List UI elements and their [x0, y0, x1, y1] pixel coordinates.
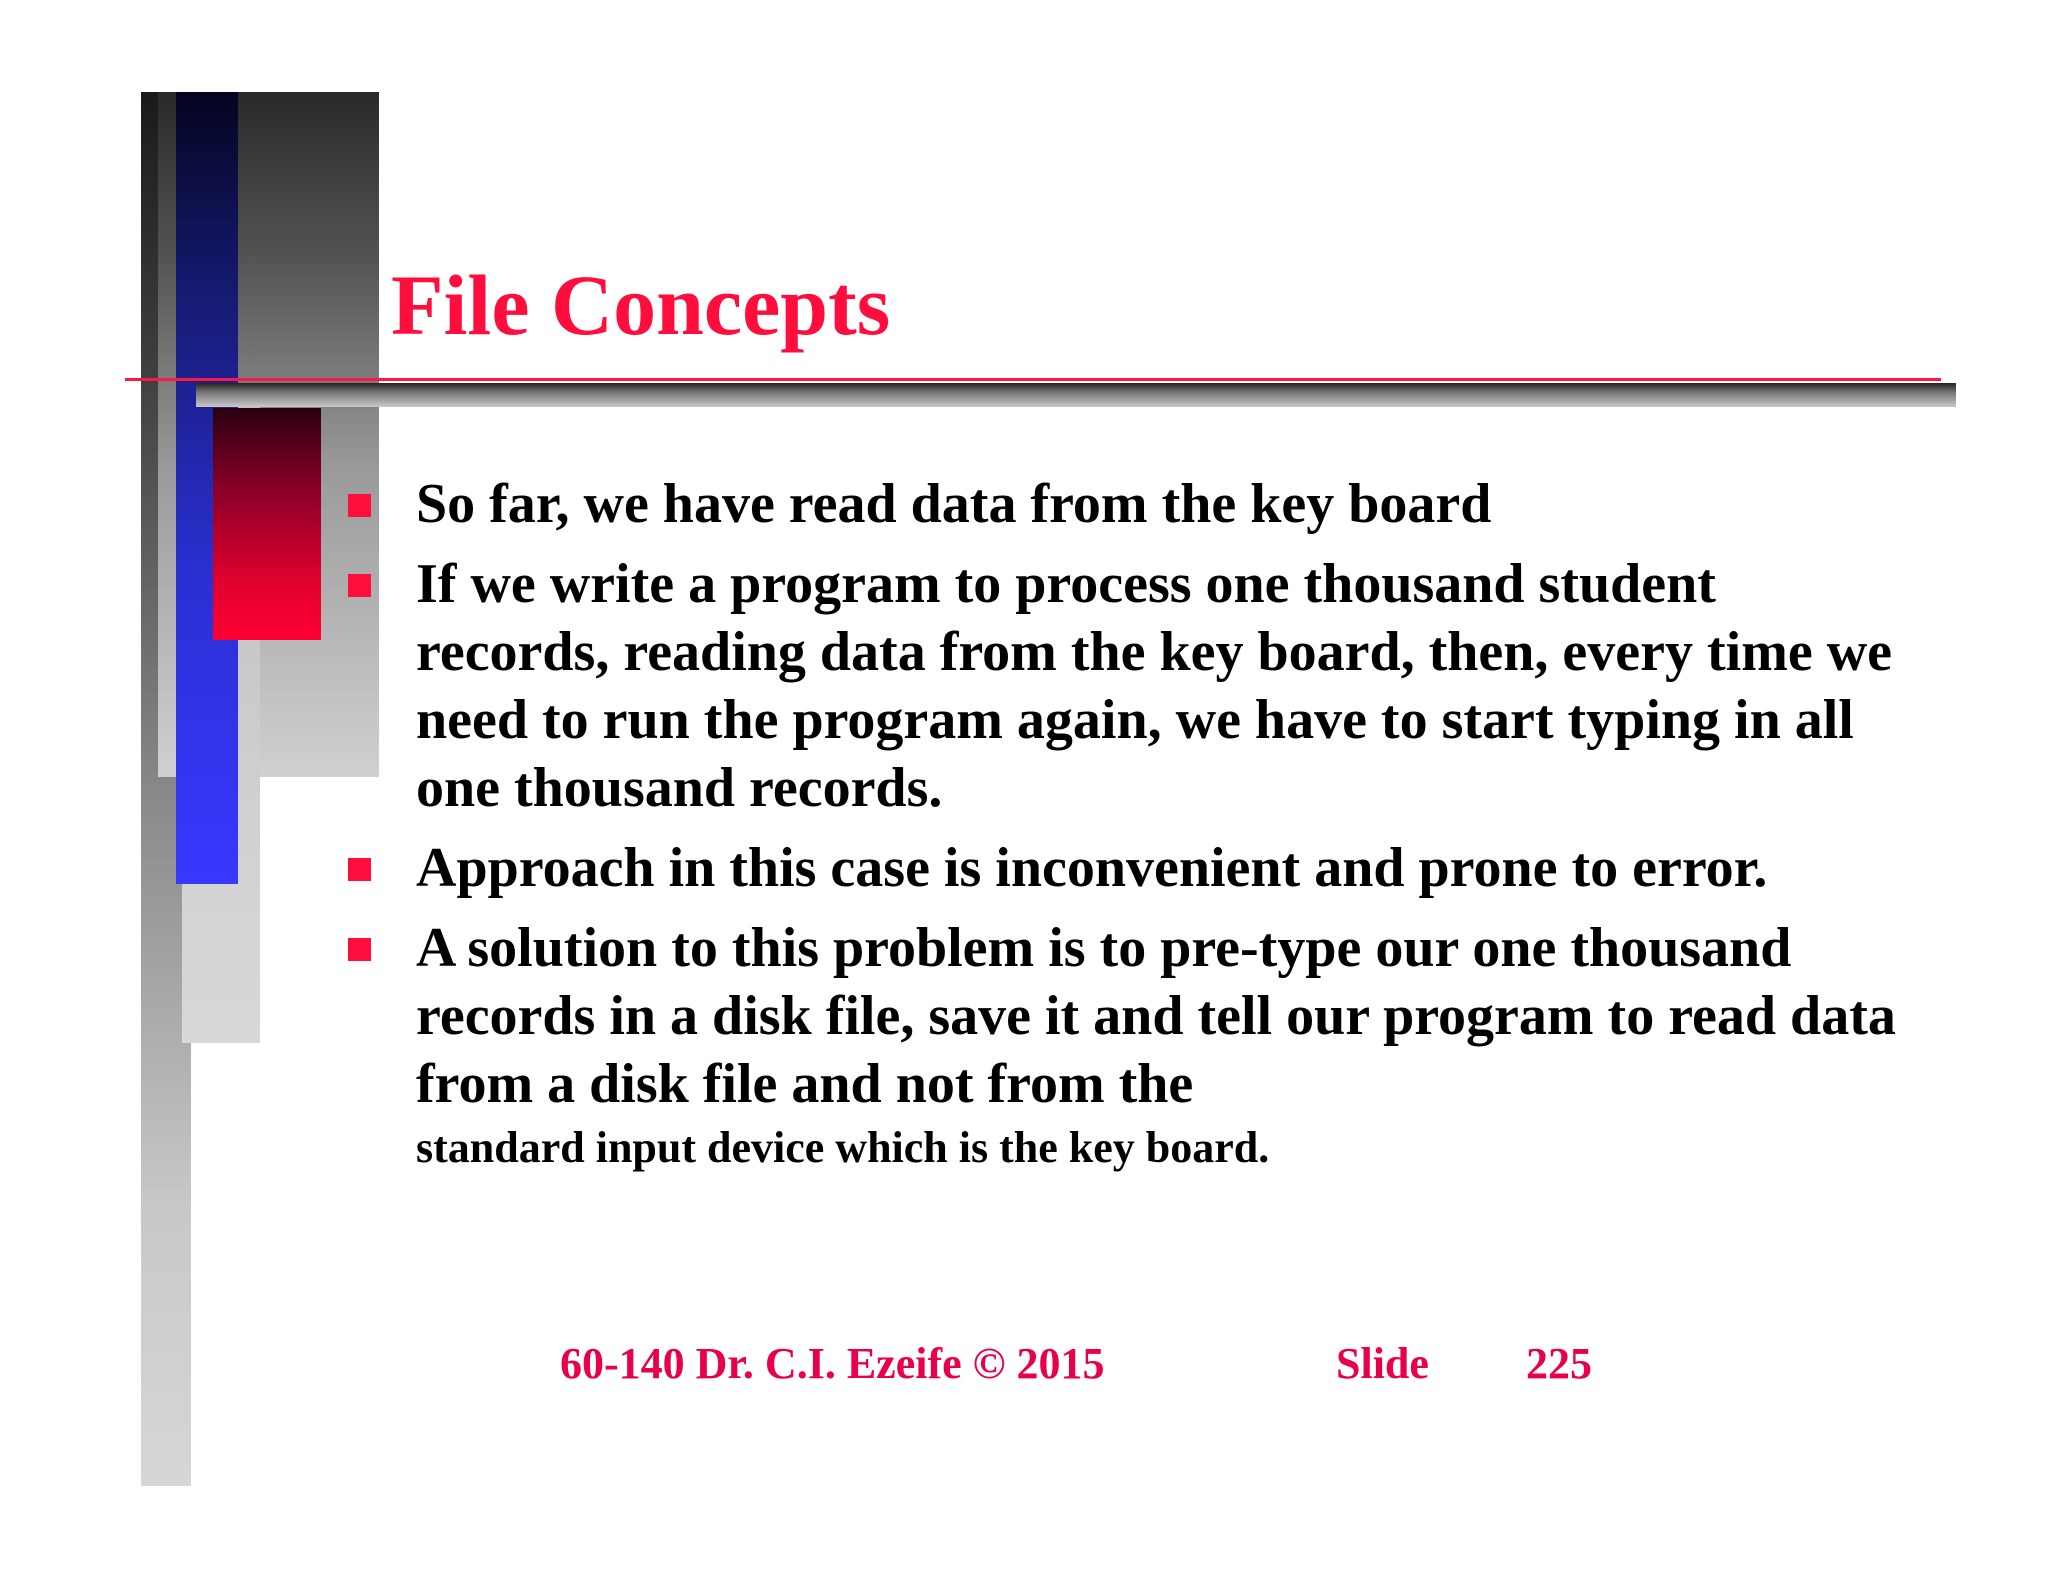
bullet-text: Approach in this case is inconvenient and prone to error. [416, 837, 1768, 899]
decor-red-block [213, 408, 321, 640]
bullet-square-icon [348, 858, 371, 881]
bullet-item [344, 470, 1904, 538]
bullet-list [344, 470, 1904, 1190]
title-rule-shadow [196, 383, 1956, 407]
footer-slide-number: 225 [1526, 1339, 1592, 1388]
footer-slide-label: Slide [1336, 1339, 1429, 1388]
footer-course: 60-140 Dr. C.I. Ezeife © 2015 [560, 1339, 1105, 1388]
title-rule [125, 378, 1941, 381]
bullet-item [344, 834, 1904, 902]
bullet-square-icon [348, 574, 371, 597]
bullet-text: If we write a program to process one thousand student records, reading data from the key board, then, every time we need to run the program again, we have to start typing in all one thousand records. [416, 553, 1892, 819]
bullet-item [344, 914, 1904, 1178]
bullet-text: So far, we have read data from the key board [416, 473, 1492, 535]
bullet-square-icon [348, 494, 371, 517]
slide-title: File Concepts [391, 257, 891, 353]
bullet-text-small: standard input device which is the key board. [416, 1123, 1270, 1172]
bullet-item [344, 550, 1904, 822]
bullet-square-icon [348, 938, 371, 961]
bullet-text: A solution to this problem is to pre-type our one thousand records in a disk file, save it and tell our program to read data from a disk file and not from the [416, 917, 1896, 1115]
